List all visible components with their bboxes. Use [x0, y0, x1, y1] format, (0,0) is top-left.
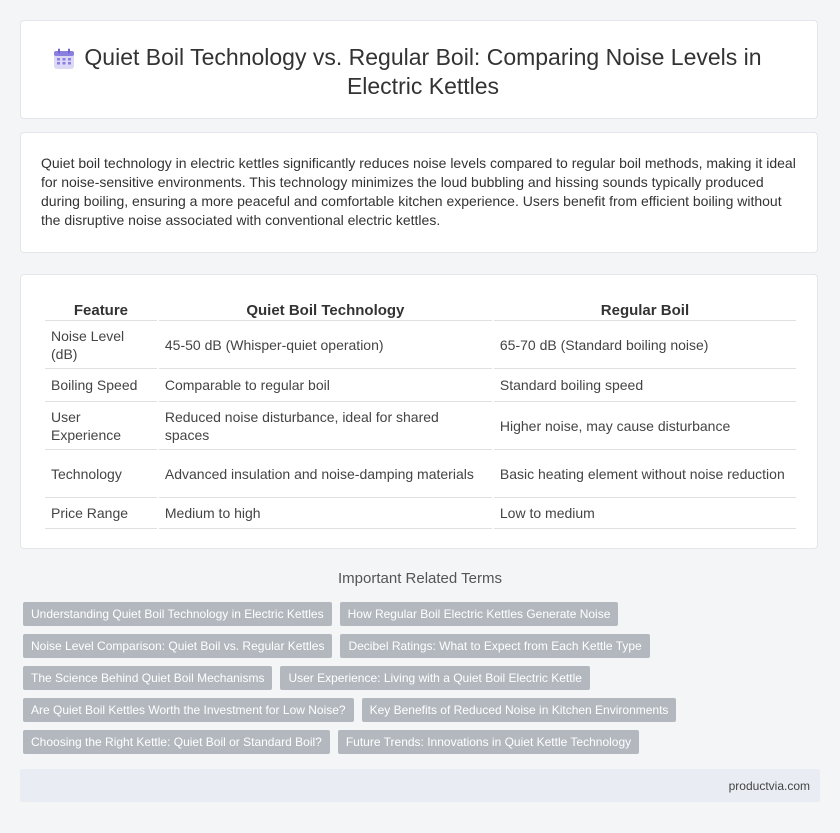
footer	[20, 769, 820, 802]
table-cell: 45-50 dB (Whisper-quiet operation)	[159, 321, 492, 369]
table-cell: 65-70 dB (Standard boiling noise)	[494, 321, 796, 369]
table-header-row	[45, 297, 796, 321]
table-cell: Technology	[45, 450, 157, 498]
footer-brand-link[interactable]: productvia.com	[728, 779, 810, 793]
table-cell: Low to medium	[494, 498, 796, 529]
table-cell: Noise Level (dB)	[45, 321, 157, 369]
comparison-table	[43, 297, 798, 529]
related-term-link[interactable]: Key Benefits of Reduced Noise in Kitchen Environments	[362, 698, 677, 722]
related-term-link[interactable]: User Experience: Living with a Quiet Boil Electric Kettle	[280, 666, 589, 690]
table-row	[45, 402, 796, 450]
related-term-link[interactable]: Understanding Quiet Boil Technology in Electric Kettles	[23, 602, 332, 626]
related-term-link[interactable]: Are Quiet Boil Kettles Worth the Investment for Low Noise?	[23, 698, 354, 722]
table-header-cell: Feature	[45, 297, 157, 321]
related-terms-title: Important Related Terms	[338, 570, 502, 587]
related-terms-list	[23, 602, 823, 762]
comparison-card	[20, 274, 818, 549]
page-title: Quiet Boil Technology vs. Regular Boil: Comparing Noise Levels in Electric Kettles	[84, 44, 762, 99]
related-term-link[interactable]: Decibel Ratings: What to Expect from Each Kettle Type	[340, 634, 649, 658]
table-row	[45, 450, 796, 498]
table-cell: Standard boiling speed	[494, 369, 796, 402]
table-cell: User Experience	[45, 402, 157, 450]
table-cell: Medium to high	[159, 498, 492, 529]
related-term-link[interactable]: Noise Level Comparison: Quiet Boil vs. Regular Kettles	[23, 634, 332, 658]
related-term-link[interactable]: The Science Behind Quiet Boil Mechanisms	[23, 666, 272, 690]
table-row	[45, 321, 796, 369]
related-term-link[interactable]: Future Trends: Innovations in Quiet Kettle Technology	[338, 730, 639, 754]
intro-paragraph: Quiet boil technology in electric kettles significantly reduces noise levels compared to regular boil methods, making it ideal for noise-sensitive environments. This technology minimizes the loud bubbling and hissing sounds typically produced during boiling, ensuring a more peaceful and comfortable kitchen experience. Users benefit from efficient boiling without the disruptive noise associated with conventional electric kettles.	[41, 155, 796, 228]
table-cell: Price Range	[45, 498, 157, 529]
table-header-cell: Regular Boil	[494, 297, 796, 321]
table-cell: Boiling Speed	[45, 369, 157, 402]
table-cell: Comparable to regular boil	[159, 369, 492, 402]
related-term-link[interactable]: How Regular Boil Electric Kettles Generate Noise	[340, 602, 619, 626]
intro-card	[20, 132, 818, 253]
table-row	[45, 369, 796, 402]
header-card	[20, 20, 818, 119]
table-cell: Higher noise, may cause disturbance	[494, 402, 796, 450]
table-cell: Basic heating element without noise reduction	[494, 450, 796, 498]
table-cell: Advanced insulation and noise-damping materials	[159, 450, 492, 498]
table-row	[45, 498, 796, 529]
table-cell: Reduced noise disturbance, ideal for shared spaces	[159, 402, 492, 450]
table-header-cell: Quiet Boil Technology	[159, 297, 492, 321]
related-term-link[interactable]: Choosing the Right Kettle: Quiet Boil or Standard Boil?	[23, 730, 330, 754]
